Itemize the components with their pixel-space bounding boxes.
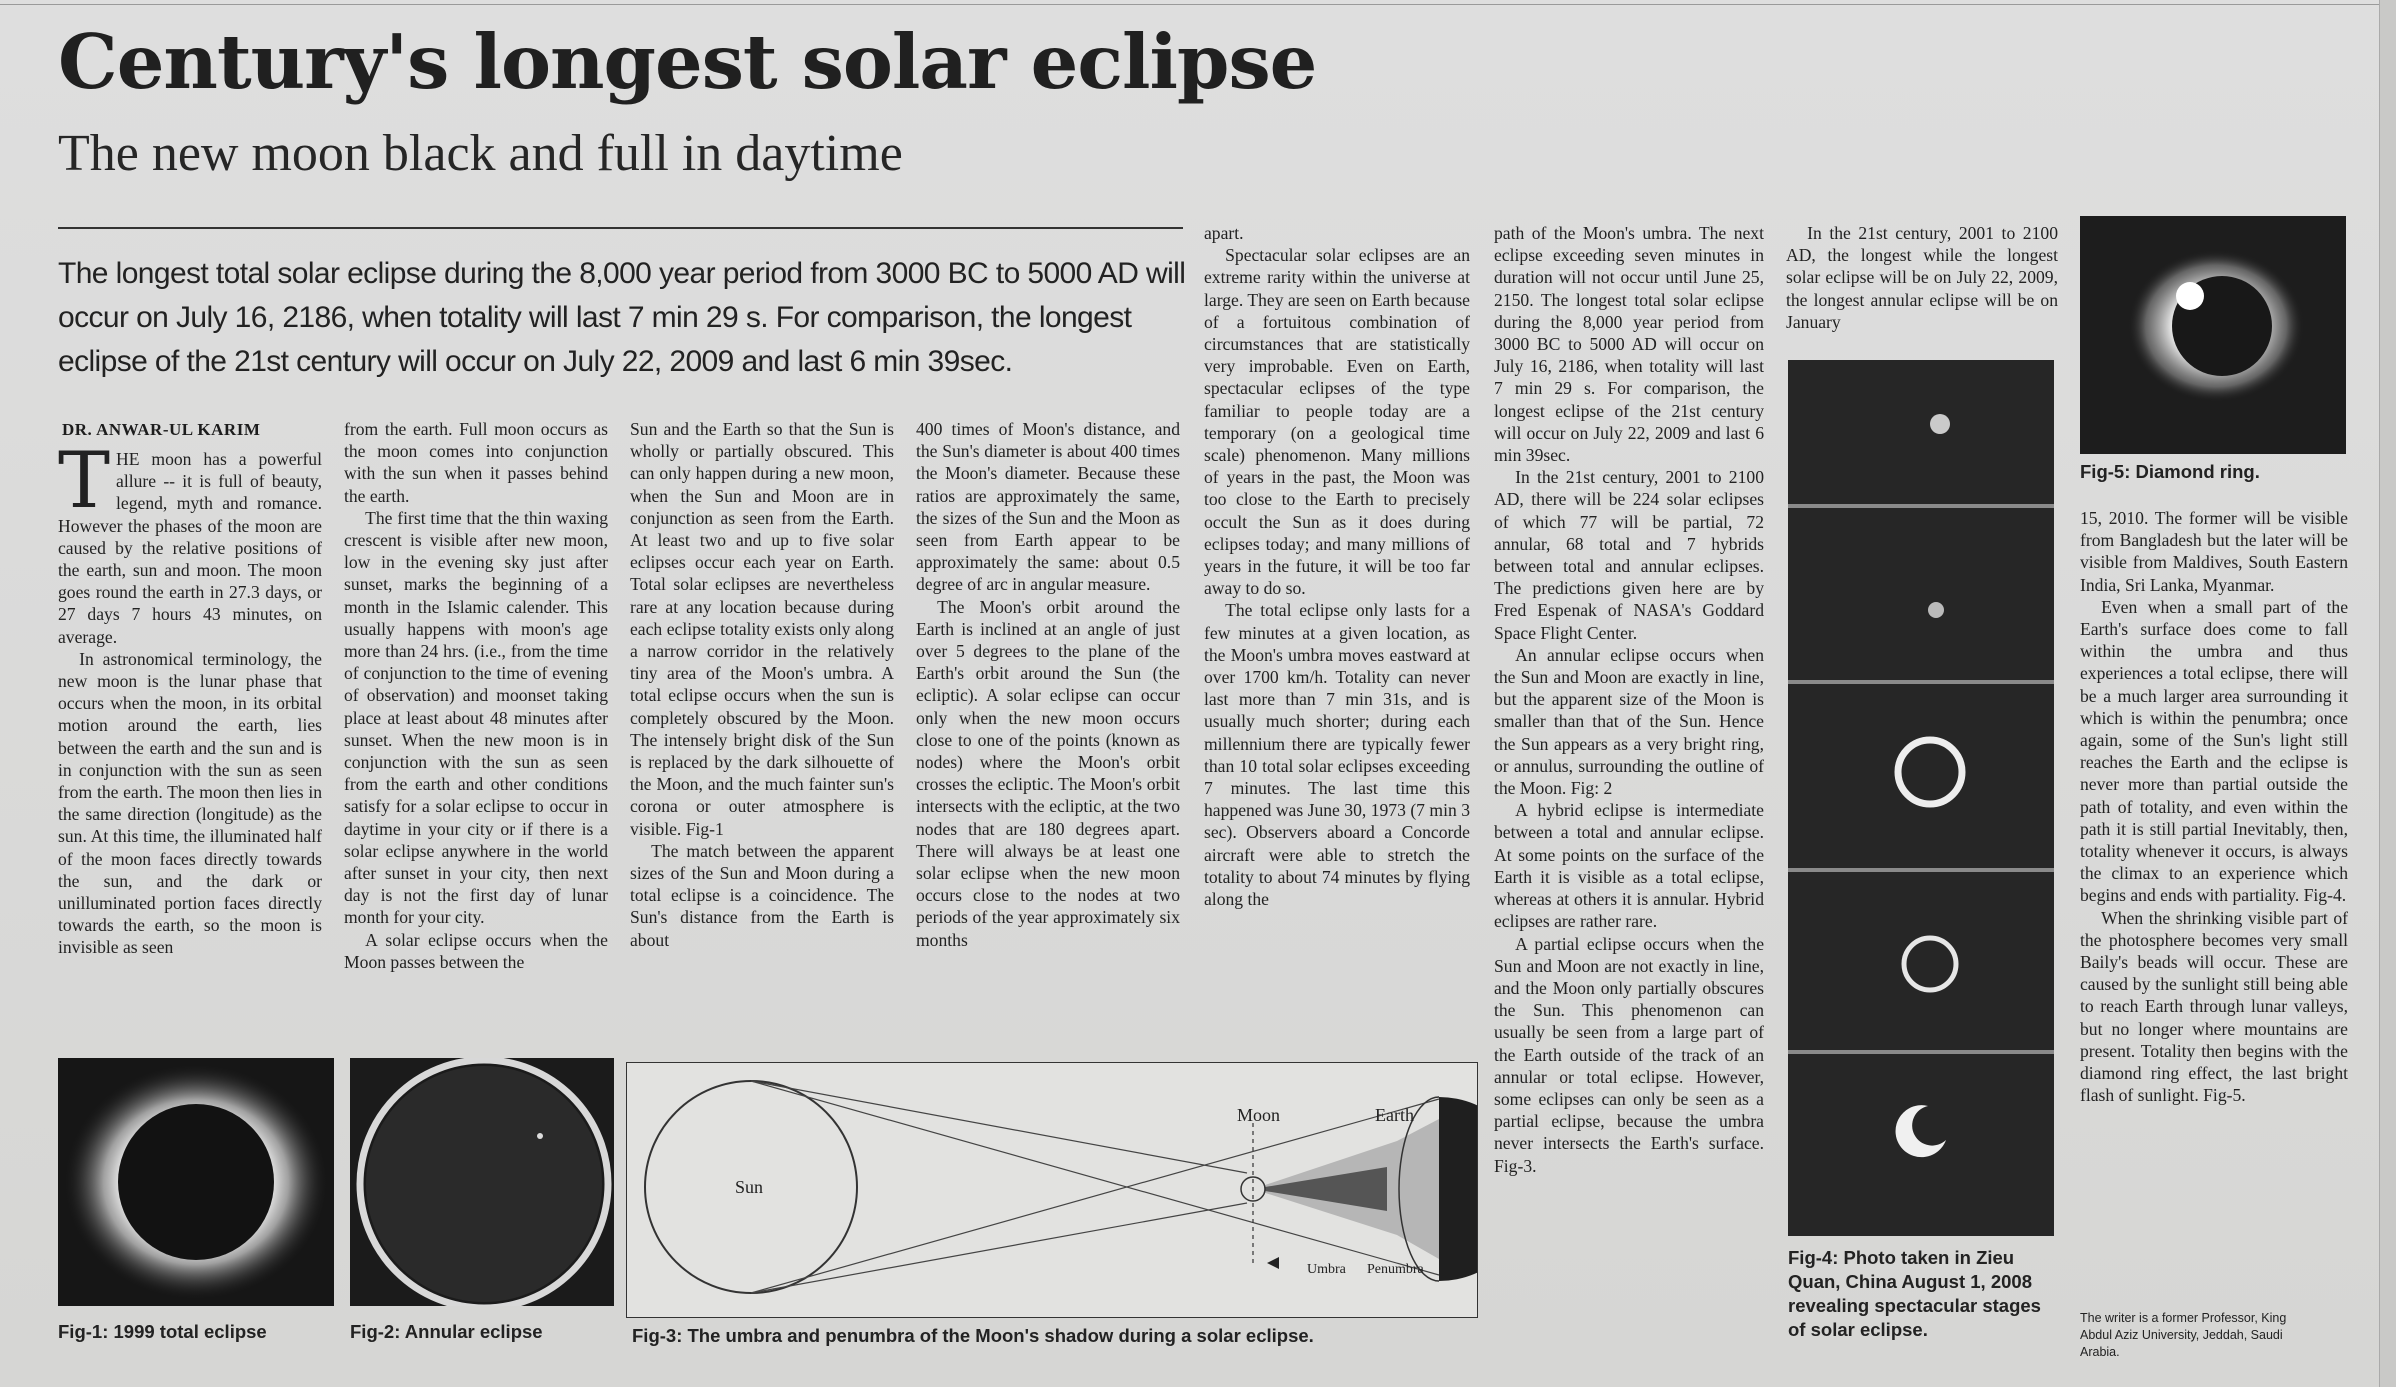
fig-1-caption: Fig-1: 1999 total eclipse xyxy=(58,1321,267,1342)
column-5-p3: The total eclipse only lasts for a few minutes at a given location, as the Moon's umbra moves eastward at over 1700 km/h. Totality can never last more than 7 min 31s, and is usually much shorter; during each millennium there are typically fewer than 10 total solar eclipses exceeding 7 minutes. The last time this happened was June 30, 1973 (7 min 3 sec). Observers aboard a Concorde aircraft were able to stretch the totality to about 74 minutes by flying along the xyxy=(1204,600,1470,910)
fig-3-caption: Fig-3: The umbra and penumbra of the Moon's shadow during a solar eclipse. xyxy=(632,1325,1314,1346)
column-5-p2: Spectacular solar eclipses are an extreme rarity within the universe at large. They are seen on Earth because of a fortuitous combination of circumstances that are statistically very improbable. Even on Earth, spectacular eclipses of the type familiar to people today are a temporary (on a geological time scale) phenomenon. Many millions of years in the past, the Moon was too close to the Earth to precisely occult the Sun as it does during eclipses today; and many millions of years in the future, it will be too far away to do so. xyxy=(1204,245,1470,599)
headline: Century's longest solar eclipse xyxy=(58,18,1317,106)
column-6-p1: path of the Moon's umbra. The next eclipse exceeding seven minutes in duration will not occur until June 25, 2150. The longest total solar eclipse during the 8,000 year period from 3000 BC to 5000 AD will occur on July 16, 2186, when totality will last 7 min 29 s. For comparison, the longest eclipse of the 21st century will occur on July 22, 2009 and last 6 min 39sec. xyxy=(1494,223,1764,466)
column-6-p2: In the 21st century, 2001 to 2100 AD, there will be 224 solar eclipses of which 77 will be partial, 72 annular, 68 total and 7 hybrids between total and annular eclipses. The predictions given here are by Fred Espenak of NASA's Goddard Space Flight Center. xyxy=(1494,467,1764,643)
column-3-p2: The match between the apparent sizes of the Sun and Moon during a total eclipse is a coincidence. The Sun's distance from the Earth is about xyxy=(630,840,894,950)
column-4-p2: The Moon's orbit around the Earth is inclined at an angle of just over 5 degrees to the plane of the Earth's orbit around the Sun (the ecliptic). A solar eclipse can occur only when the new moon occurs close to one of the points (known as nodes) where the Moon's orbit crosses the ecliptic. The Moon's orbit intersects with the ecliptic, at the two nodes that are 180 degrees apart. There will always be at least one solar eclipse when the new moon occurs close to the nodes at two periods of the year approximately six months xyxy=(916,596,1180,950)
fig-4-eclipse-stages-strip xyxy=(1788,360,2054,1236)
fig-5-diamond-ring-photo xyxy=(2080,216,2346,454)
column-6-p4: A hybrid eclipse is intermediate between a total and annular eclipse. At some points on the surface of the Earth it is visible as a total eclipse, whereas at others it is annular. Hybrid eclipses are rather rare. xyxy=(1494,800,1764,932)
fig-2-caption: Fig-2: Annular eclipse xyxy=(350,1321,543,1342)
diagram-label-earth: Earth xyxy=(1375,1105,1414,1125)
fig-5-caption: Fig-5: Diamond ring. xyxy=(2080,461,2260,482)
diagram-label-umbra: Umbra xyxy=(1307,1262,1346,1277)
column-2-p1: from the earth. Full moon occurs as the moon comes into conjunction with the sun when it passes behind the earth. xyxy=(344,419,608,506)
top-rule xyxy=(0,4,2396,5)
column-7-p1: In the 21st century, 2001 to 2100 AD, the longest while the longest solar eclipse will be on July 22, 2009, the longest annular eclipse will be on January xyxy=(1786,223,2058,332)
column-2 xyxy=(344,418,608,1048)
column-6-p5: A partial eclipse occurs when the Sun and Moon are not exactly in line, and the Moon only partially obscures the Sun. This phenomenon can usually be seen from a large part of the Earth outside of the track of an annular or total eclipse. However, some eclipses can only be seen as a partial eclipse, because the umbra never intersects the Earth's surface. Fig-3. xyxy=(1494,933,1764,1176)
diagram-label-moon: Moon xyxy=(1237,1105,1281,1125)
column-5 xyxy=(1204,222,1470,1048)
headline-rule xyxy=(58,227,1183,229)
column-8-p3: When the shrinking visible part of the photosphere becomes very small Baily's beads will occur. These are caused by the sunlight still being able to reach Earth through lunar valleys, but no longer where mountains are present. Totality then begins with the diamond ring effect, the last bright flash of sunlight. Fig-5. xyxy=(2080,907,2348,1106)
author-note: The writer is a former Professor, King Abdul Aziz University, Jeddah, Saudi Arabia. xyxy=(2080,1311,2287,1359)
column-4-p1: 400 times of Moon's distance, and the Sun's diameter is about 400 times the Moon's diameter. Because these ratios are approximately the same, the sizes of the Sun and the Moon as seen from Earth appear to be approximately the same: about 0.5 degree of arc in angular measure. xyxy=(916,419,1180,595)
annular-eclipse-image xyxy=(350,1058,614,1306)
diagram-label-penumbra: Penumbra xyxy=(1367,1262,1424,1277)
column-3 xyxy=(630,418,894,1048)
subheadline: The new moon black and full in daytime xyxy=(58,125,903,182)
drop-cap: T xyxy=(58,448,111,526)
fig-3-shadow-diagram xyxy=(626,1062,1478,1318)
lead-paragraph: The longest total solar eclipse during the 8,000 year period from 3000 BC to 5000 AD will occur on July 16, 2186, when totality will last 7 min 29 s. For comparison, the longest eclipse of the 21st century will occur on July 22, 2009 and last 6 min 39sec. xyxy=(58,257,1186,378)
column-1-p2: In astronomical terminology, the new moon is the lunar phase that occurs when the moon, in its orbital motion around the earth, lies between the earth and the sun and is in conjunction with the sun as seen from the earth. The moon then lies in the same direction (longitude) as the sun. At this time, the illuminated half of the moon faces directly towards the sun, and the dark or unilluminated portion faces directly towards the earth, so the moon is invisible as seen xyxy=(58,648,322,958)
page-edge xyxy=(2379,0,2396,1387)
column-8-p2: Even when a small part of the Earth's surface does come to fall within the umbra and thus experiences a total eclipse, there will be a much larger area surrounding it which is within the penumbra; once again, some of the Sun's light still reaches the Earth and the eclipse is never more than partial outside the path of totality, and even within the path it is still partial Inevitably, then, totality whenever it occurs, is always the climax to an experience which begins and ends with partiality. Fig-4. xyxy=(2080,596,2348,906)
fig-4-caption: Fig-4: Photo taken in Zieu Quan, China August 1, 2008 revealing spectacular stages of solar eclipse. xyxy=(1788,1247,2041,1340)
column-4 xyxy=(916,418,1180,1048)
fig-1-total-eclipse-photo xyxy=(58,1058,334,1306)
column-7 xyxy=(1786,222,2058,334)
diagram-label-sun: Sun xyxy=(735,1177,764,1197)
column-3-p1: Sun and the Earth so that the Sun is wholly or partially obscured. This can only happen during a new moon, when the Sun and Moon are in conjunction as seen from the Earth. At least two and up to five solar eclipses occur each year on Earth. Total solar eclipses are nevertheless rare at any location because during each eclipse totality exists only along a narrow corridor in the relatively tiny area of the Moon's umbra. A total eclipse occurs when the sun is completely obscured by the Moon. The intensely bright disk of the Sun is replaced by the dark silhouette of the Moon, and the much fainter sun's corona or outer atmosphere is visible. Fig-1 xyxy=(630,419,894,839)
fig-2-annular-eclipse-photo xyxy=(350,1058,614,1306)
byline: DR. ANWAR-UL KARIM xyxy=(62,420,261,439)
eclipse-stages-image xyxy=(1788,360,2054,1236)
column-6 xyxy=(1494,222,1764,1357)
column-1 xyxy=(58,448,322,1048)
diamond-ring-image xyxy=(2080,216,2346,454)
column-6-p3: An annular eclipse occurs when the Sun and Moon are exactly in line, but the apparent size of the Moon is smaller than that of the Sun. Hence the Sun appears as a very bright ring, or annulus, surrounding the outline of the Moon. Fig: 2 xyxy=(1494,644,1764,799)
column-2-p3: A solar eclipse occurs when the Moon passes between the xyxy=(344,929,608,972)
total-eclipse-image xyxy=(58,1058,334,1306)
column-2-p2: The first time that the thin waxing crescent is visible after new moon, low in the evening sky just after sunset, marks the beginning of a month in the Islamic calender. This usually happens with moon's age more than 24 hrs. (i.e., from the time of conjunction to the time of evening of observation) and moonset taking place at least about 48 minutes after sunset. When the new moon is in conjunction with the sun as seen from the earth and other conditions satisfy for a solar eclipse to occur in daytime in your city or if there is a solar eclipse anywhere in the world after sunset in your city, then next day is not the first day of lunar month for your city. xyxy=(344,507,608,928)
column-8-p1: 15, 2010. The former will be visible from Bangladesh but the later will be visible from Maldives, South Eastern India, Sri Lanka, Myanmar. xyxy=(2080,508,2348,595)
column-5-p1: apart. xyxy=(1204,223,1244,243)
column-8 xyxy=(2080,507,2348,1287)
column-1-p1: HE moon has a powerful allure -- it is full of beauty, legend, myth and romance. However the phases of the moon are caused by the relative positions of the earth, sun and moon. The moon goes round the earth in 27.3 days, or 27 days 7 hours 43 minutes, on average. xyxy=(58,449,322,647)
umbra-penumbra-diagram xyxy=(627,1063,1477,1317)
